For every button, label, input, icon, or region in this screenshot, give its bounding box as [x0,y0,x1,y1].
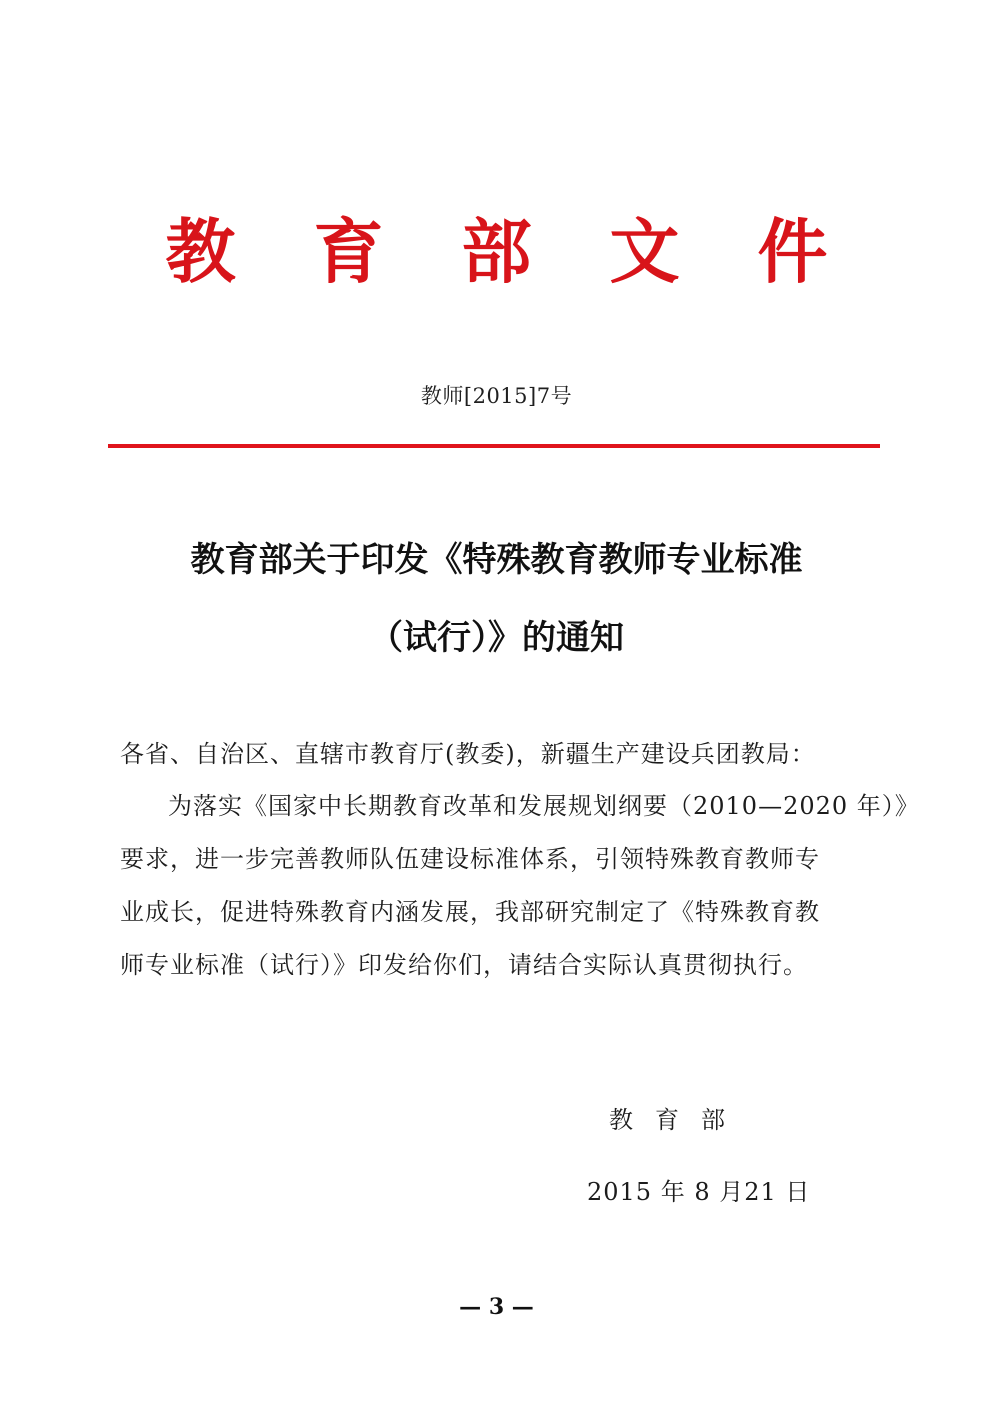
masthead-document-header [0,206,993,298]
masthead-char: 文 [609,211,680,293]
masthead-char: 部 [461,211,532,293]
masthead-char: 教 [165,211,236,293]
document-number: 教师[2015]7号 [420,384,573,408]
notice-title-line-2: （试行）》的通知 [369,618,624,658]
body-line: 业成长，促进特殊教育内涵发展，我部研究制定了《特殊教育教 [120,898,820,926]
issue-date: 2015 年 8 月21 日 [587,1178,811,1206]
salutation: 各省、自治区、直辖市教育厅(教委)，新疆生产建设兵团教局： [120,740,816,768]
red-divider-rule [108,444,880,448]
page-number: — 3 — [459,1294,534,1320]
masthead-char: 育 [313,211,384,293]
masthead-char: 件 [757,211,828,293]
body-line: 要求，进一步完善教师队伍建设标准体系，引领特殊教育教师专 [120,845,820,873]
body-line: 师专业标准（试行）》印发给你们，请结合实际认真贯彻执行。 [120,951,808,979]
notice-title-line-1: 教育部关于印发《特殊教育教师专业标准 [190,540,803,580]
issuer-signature: 教育部 [609,1106,747,1134]
body-paragraph [120,780,920,992]
body-line: 为落实《国家中长期教育改革和发展规划纲要（2010—2020 年）》 [168,792,920,820]
